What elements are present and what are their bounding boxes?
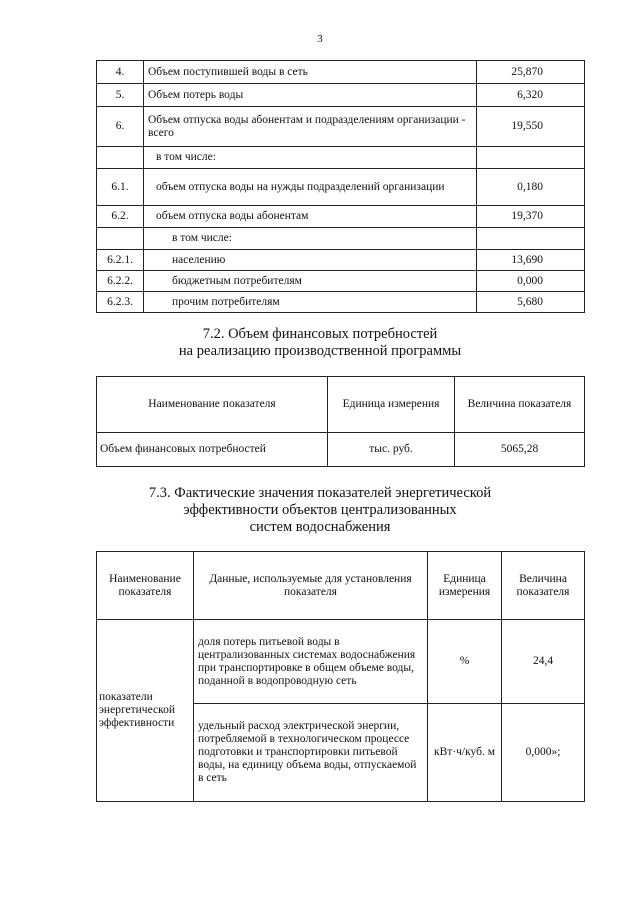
table-row <box>97 61 585 84</box>
water-balance-table <box>96 60 585 313</box>
row-value: 19,370 <box>477 206 585 228</box>
row-label: в том числе: <box>144 147 477 169</box>
header-name: Наименование показателя <box>97 377 328 433</box>
header-name: Наименование показателя <box>97 552 194 620</box>
row-label: прочим потребителям <box>144 292 477 313</box>
row-value: 0,000»; <box>502 704 585 802</box>
row-number: 6. <box>97 107 144 147</box>
row-number: 4. <box>97 61 144 84</box>
row-unit: % <box>428 620 502 704</box>
row-value <box>477 147 585 169</box>
row-label: Объем поступившей воды в сеть <box>144 61 477 84</box>
row-label: объем отпуска воды абонентам <box>144 206 477 228</box>
heading-line: на реализацию производственной программы <box>178 343 462 359</box>
row-data: удельный расход электрической энергии, потребляемой в технологическом процессе подготовки и транспортировки питьевой воды, на единицу объема воды, отпускаемой в сеть <box>194 704 428 802</box>
group-label: показатели энергетической эффективности <box>97 620 194 802</box>
row-number: 6.2.3. <box>97 292 144 313</box>
heading-line: систем водоснабжения <box>249 519 391 535</box>
row-label: объем отпуска воды на нужды подразделений организации <box>144 169 477 206</box>
energy-efficiency-table <box>96 551 585 802</box>
row-value: 13,690 <box>477 250 585 271</box>
row-number: 6.2.1. <box>97 250 144 271</box>
financial-needs-table <box>96 376 585 467</box>
section-7-3-heading <box>0 485 640 536</box>
table-row <box>97 84 585 107</box>
row-value: 24,4 <box>502 620 585 704</box>
row-number: 6.1. <box>97 169 144 206</box>
table-row <box>97 271 585 292</box>
row-label: бюджетным потребителям <box>144 271 477 292</box>
row-value: 25,870 <box>477 61 585 84</box>
row-value: 19,550 <box>477 107 585 147</box>
header-unit: Единица измерения <box>428 552 502 620</box>
table-row <box>97 206 585 228</box>
row-name: Объем финансовых потребностей <box>97 433 328 467</box>
row-unit: кВт·ч/куб. м <box>428 704 502 802</box>
row-value: 5,680 <box>477 292 585 313</box>
heading-line: 7.3. Фактические значения показателей энергетической <box>148 485 492 501</box>
row-number: 5. <box>97 84 144 107</box>
row-label: Объем потерь воды <box>144 84 477 107</box>
heading-line: 7.2. Объем финансовых потребностей <box>202 326 438 342</box>
table-row <box>97 620 585 704</box>
header-value: Величина показателя <box>455 377 585 433</box>
row-value: 0,000 <box>477 271 585 292</box>
table-header-row <box>97 552 585 620</box>
row-label: населению <box>144 250 477 271</box>
header-data: Данные, используемые для установления показателя <box>194 552 428 620</box>
header-value: Величина показателя <box>502 552 585 620</box>
table-row <box>97 107 585 147</box>
row-value: 5065,28 <box>455 433 585 467</box>
row-unit: тыс. руб. <box>328 433 455 467</box>
row-number: 6.2.2. <box>97 271 144 292</box>
section-7-2-heading <box>0 326 640 360</box>
table-row <box>97 228 585 250</box>
row-number <box>97 228 144 250</box>
table-row <box>97 147 585 169</box>
row-value <box>477 228 585 250</box>
row-number <box>97 147 144 169</box>
table-row <box>97 292 585 313</box>
table-row <box>97 433 585 467</box>
row-value: 0,180 <box>477 169 585 206</box>
row-value: 6,320 <box>477 84 585 107</box>
table-header-row <box>97 377 585 433</box>
row-number: 6.2. <box>97 206 144 228</box>
page-number: 3 <box>317 33 323 45</box>
row-label: в том числе: <box>144 228 477 250</box>
row-data: доля потерь питьевой воды в централизованных системах водоснабжения при транспортировке в общем объеме воды, поданной в водопроводную сеть <box>194 620 428 704</box>
table-row <box>97 169 585 206</box>
header-unit: Единица измерения <box>328 377 455 433</box>
table-row <box>97 250 585 271</box>
row-label: Объем отпуска воды абонентам и подразделениям организации - всего <box>144 107 477 147</box>
heading-line: эффективности объектов централизованных <box>183 502 457 518</box>
